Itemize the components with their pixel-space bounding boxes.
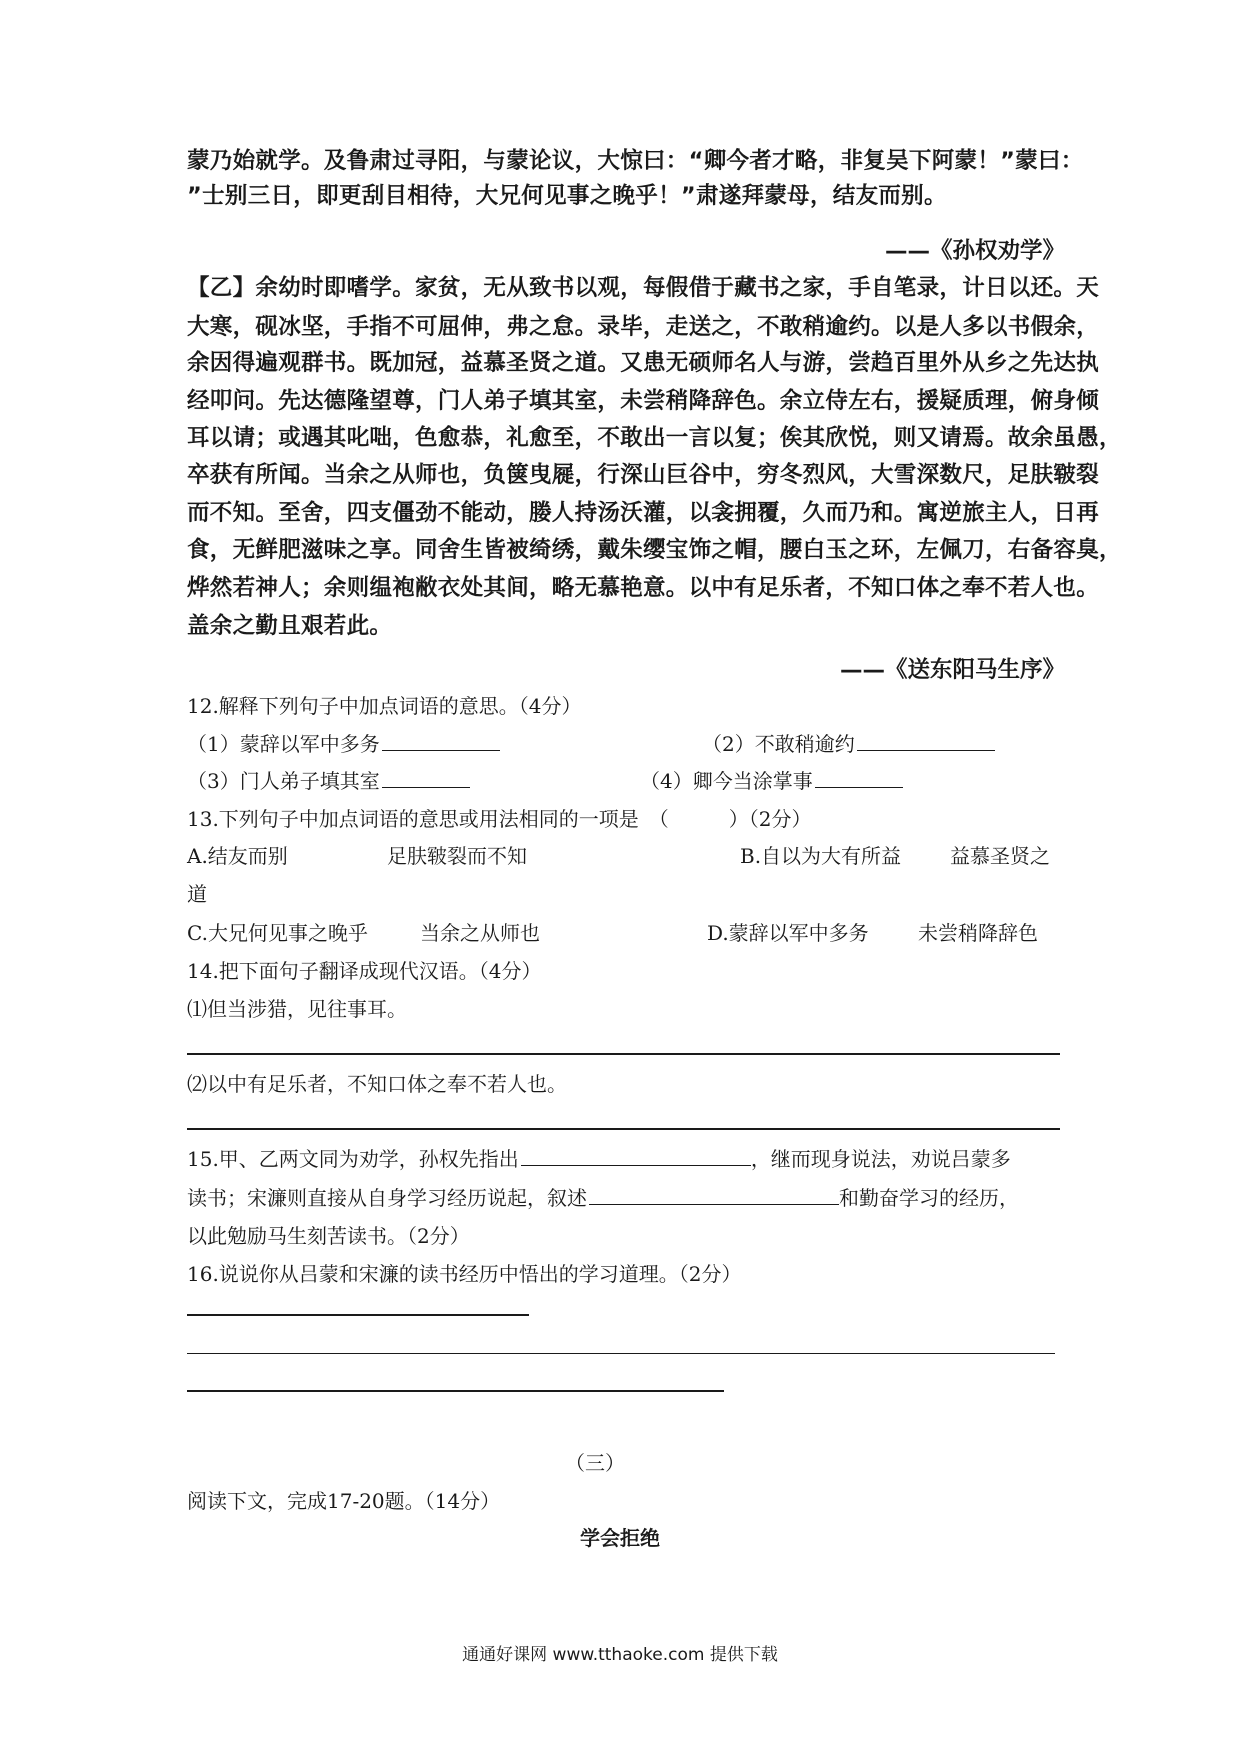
passage-yi-line-10: 盖余之勤且艰若此。 (187, 613, 393, 639)
q12-stem: 12.解释下列句子中加点词语的意思。（4分） (187, 694, 582, 718)
q16-stem: 16.说说你从吕蒙和宋濂的读书经历中悟出的学习道理。（2分） (187, 1262, 742, 1286)
q13-option-d-2: 未尝稍降辞色 (918, 921, 1038, 945)
passage-yi-line-2: 大寒，砚冰坚，手指不可屈伸，弗之怠。录毕，走送之，不敢稍逾约。以是人多以书假余， (187, 314, 1100, 340)
passage-jia-line-2: ”士别三日，即更刮目相待，大兄何见事之晚乎！”肃遂拜蒙母，结友而别。 (187, 183, 947, 209)
answer-blank[interactable] (815, 767, 903, 788)
section-instruction: 阅读下文，完成17-20题。（14分） (187, 1489, 501, 1513)
answer-line-q16-2[interactable] (187, 1353, 1055, 1354)
q15-line-2a: 读书；宋濂则直接从自身学习经历说起，叙述 (187, 1186, 587, 1210)
q15-line-3: 以此勉励马生刻苦读书。（2分） (187, 1224, 470, 1248)
q15-line-1a: 15.甲、乙两文同为劝学，孙权先指出 (187, 1147, 519, 1171)
answer-blank[interactable] (857, 730, 995, 751)
answer-line-q16-1[interactable] (187, 1314, 529, 1316)
q14-stem: 14.把下面句子翻译成现代汉语。（4分） (187, 959, 542, 983)
answer-blank[interactable] (382, 730, 500, 751)
q12-item-4-label: （4）卿今当涂掌事 (640, 769, 813, 793)
q13-option-b-2: 益慕圣贤之 (950, 844, 1050, 868)
passage-yi-line-4: 经叩问。先达德隆望尊，门人弟子填其室，未尝稍降辞色。余立侍左右，援疑质理，俯身倾 (187, 388, 1100, 414)
answer-blank[interactable] (589, 1184, 839, 1205)
q13-stem: 13.下列句子中加点词语的意思或用法相同的一项是 （ ）（2分） (187, 807, 812, 831)
passage-yi-line-5: 耳以请；或遇其叱咄，色愈恭，礼愈至，不敢出一言以复；俟其欣悦，则又请焉。故余虽愚， (187, 425, 1122, 451)
source-yi: ——《送东阳马生序》 (839, 657, 1065, 683)
q13-option-a-2: 足肤皲裂而不知 (387, 844, 527, 868)
footer-text: 通通好课网 www.tthaoke.com 提供下载 (462, 1645, 778, 1665)
q13-option-c-2: 当余之从师也 (420, 921, 540, 945)
q13-option-c-1: C.大兄何见事之晚乎 (187, 921, 368, 945)
q12-item-1 (187, 728, 500, 757)
source-jia: ——《孙权劝学》 (884, 238, 1065, 264)
passage-yi-line-3: 余因得遍观群书。既加冠，益慕圣贤之道。又患无硕师名人与游，尝趋百里外从乡之先达执 (187, 350, 1100, 376)
q15-line-2b: 和勤奋学习的经历， (839, 1186, 1019, 1210)
q12-item-3-label: （3）门人弟子填其室 (187, 769, 380, 793)
passage-yi-line-7: 而不知。至舍，四支僵劲不能动，媵人持汤沃灌，以衾拥覆，久而乃和。寓逆旅主人，日再 (187, 500, 1100, 526)
section-heading: （三） (565, 1451, 625, 1475)
answer-blank[interactable] (382, 767, 470, 788)
q14-sentence-2: ⑵以中有足乐者，不知口体之奉不若人也。 (187, 1072, 567, 1096)
passage-yi-line-9: 烨然若神人；余则缊袍敝衣处其间，略无慕艳意。以中有足乐者，不知口体之奉不若人也。 (187, 575, 1100, 601)
q13-option-b-1: B.自以为大有所益 (740, 844, 902, 868)
q13-option-d-1: D.蒙辞以军中多务 (707, 921, 869, 945)
answer-line-q14-2[interactable] (187, 1128, 1060, 1130)
article-title: 学会拒绝 (580, 1526, 660, 1550)
q12-item-4 (640, 765, 903, 794)
passage-yi-line-8: 食，无鲜肥滋味之享。同舍生皆被绮绣，戴朱缨宝饰之帽，腰白玉之环，左佩刀，右备容臭， (187, 537, 1122, 563)
answer-line-q14-1[interactable] (187, 1053, 1060, 1055)
passage-yi-line-6: 卒获有所闻。当余之从师也，负箧曳屣，行深山巨谷中，穷冬烈风，大雪深数尺，足肤皲裂 (187, 462, 1100, 488)
passage-jia-line-1: 蒙乃始就学。及鲁肃过寻阳，与蒙论议，大惊曰：“卿今者才略，非复吴下阿蒙！”蒙曰： (187, 148, 1084, 174)
passage-yi-line-1: 【乙】余幼时即嗜学。家贫，无从致书以观，每假借于藏书之家，手自笔录，计日以还。天 (187, 275, 1100, 301)
answer-blank[interactable] (521, 1145, 751, 1166)
q15-line-1 (187, 1143, 1011, 1172)
q13-option-b-3: 道 (187, 882, 207, 906)
q12-item-2-label: （2）不敢稍逾约 (702, 732, 855, 756)
q12-item-3 (187, 765, 470, 794)
q12-item-2 (702, 728, 995, 757)
q12-item-1-label: （1）蒙辞以军中多务 (187, 732, 380, 756)
q15-line-1b: ，继而现身说法，劝说吕蒙多 (750, 1147, 1011, 1171)
q13-option-a-1: A.结友而别 (187, 844, 288, 868)
answer-line-q16-3[interactable] (187, 1390, 724, 1392)
q15-line-2 (187, 1182, 1019, 1211)
q14-sentence-1: ⑴但当涉猎，见往事耳。 (187, 997, 407, 1021)
